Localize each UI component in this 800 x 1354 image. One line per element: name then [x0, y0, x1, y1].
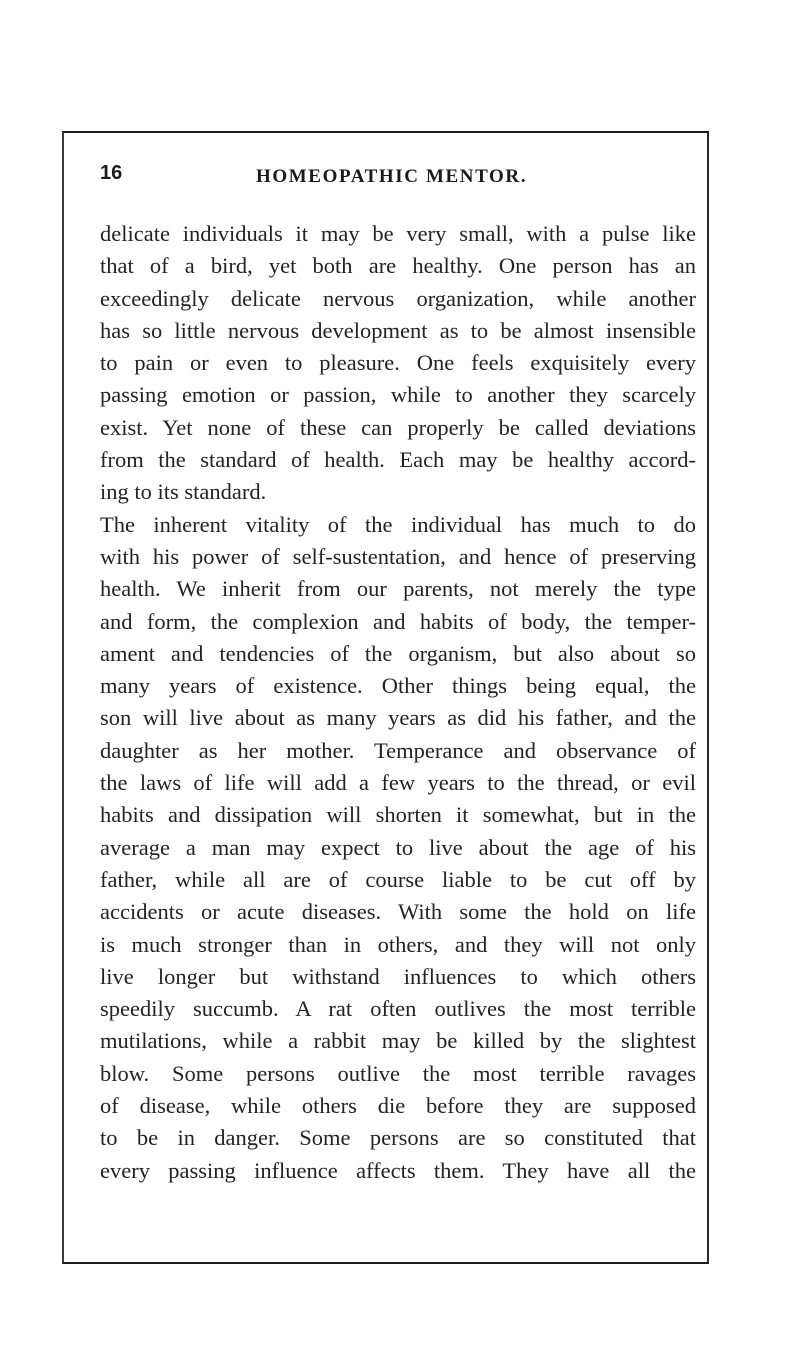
text-line: to pain or even to pleasure. One feels exquisitely every — [100, 350, 696, 376]
text-line: passing emotion or passion, while to another they scarcely — [100, 382, 696, 408]
text-line: father, while all are of course liable to be cut off by — [100, 866, 696, 892]
text-line: ament and tendencies of the organism, but also about so — [100, 640, 696, 666]
text-line: the laws of life will add a few years to the thread, or evil — [100, 770, 696, 796]
text-line: exceedingly delicate nervous organization, while another — [100, 285, 696, 311]
text-line: daughter as her mother. Temperance and observance of — [100, 737, 696, 763]
text-line: accidents or acute diseases. With some the hold on life — [100, 899, 696, 925]
text-line: The inherent vitality of the individual has much to do — [100, 511, 696, 537]
text-line: has so little nervous development as to be almost insensible — [100, 317, 696, 343]
text-line: and form, the complexion and habits of body, the temper- — [100, 608, 696, 634]
text-line: from the standard of health. Each may be healthy accord- — [100, 447, 696, 473]
text-line: average a man may expect to live about the age of his — [100, 834, 696, 860]
text-line: habits and dissipation will shorten it somewhat, but in the — [100, 802, 696, 828]
running-title: HOMEOPATHIC MENTOR. — [256, 166, 528, 187]
text-line: to be in danger. Some persons are so constituted that — [100, 1125, 696, 1151]
text-line: delicate individuals it may be very small, with a pulse like — [100, 221, 696, 246]
text-line: live longer but withstand influences to which others — [100, 963, 696, 989]
body-text — [100, 218, 696, 1187]
text-line: mutilations, while a rabbit may be killed by the slightest — [100, 1028, 696, 1054]
text-line: many years of existence. Other things being equal, the — [100, 673, 696, 699]
text-line: blow. Some persons outlive the most terrible ravages — [100, 1060, 696, 1086]
text-line: every passing influence affects them. They have all the — [100, 1157, 696, 1183]
text-line: speedily succumb. A rat often outlives the most terrible — [100, 996, 696, 1022]
text-line: of disease, while others die before they are supposed — [100, 1093, 696, 1119]
text-line: with his power of self-sustentation, and hence of preserving — [100, 543, 696, 569]
text-line: son will live about as many years as did his father, and the — [100, 705, 696, 731]
text-line: ing to its standard. — [100, 479, 267, 505]
text-line: health. We inherit from our parents, not merely the type — [100, 576, 696, 602]
text-line: that of a bird, yet both are healthy. One person has an — [100, 253, 696, 279]
text-line: is much stronger than in others, and they will not only — [100, 931, 696, 957]
page-number: 16 — [100, 162, 123, 184]
text-line: exist. Yet none of these can properly be called deviations — [100, 414, 696, 440]
